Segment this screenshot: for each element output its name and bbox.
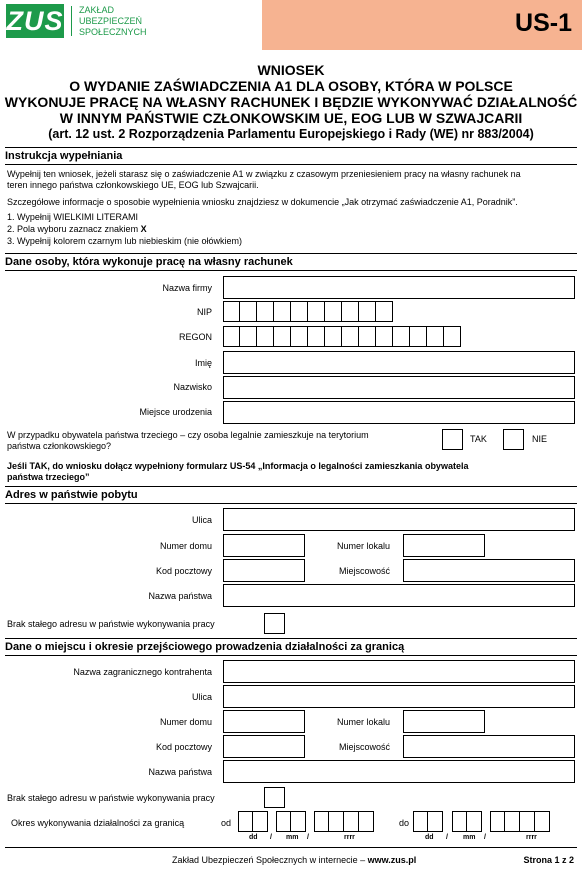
org-line-2: UBEZPIECZEŃ — [79, 16, 143, 26]
birthplace-field[interactable] — [223, 401, 575, 424]
regon-field[interactable] — [223, 326, 461, 347]
last-name-field[interactable] — [223, 376, 575, 399]
last-name-label: Nazwisko — [173, 382, 212, 392]
yes-label: TAK — [470, 434, 487, 444]
from-dd-hint: dd — [249, 834, 258, 841]
section-divider — [5, 638, 577, 639]
third-country-no-checkbox[interactable] — [503, 429, 524, 450]
activity-city-field[interactable] — [403, 735, 575, 758]
person-section-heading: Dane osoby, która wykonuje pracę na własny rachunek — [5, 256, 293, 268]
instructions-para1-line1: Wypełnij ten wniosek, jeżeli starasz się o zaświadczenie A1 w związku z czasowym przeniesieniem pracy na własny rachunek na — [7, 169, 521, 179]
period-to-year[interactable] — [490, 811, 550, 832]
activity-country-field[interactable] — [223, 760, 575, 783]
activity-flat-no-label: Numer lokalu — [336, 717, 390, 727]
first-name-field[interactable] — [223, 351, 575, 374]
address-country-label: Nazwa państwa — [148, 591, 212, 601]
title-line-5: (art. 12 ust. 2 Rozporządzenia Parlamentu Europejskiego i Rady (WE) nr 883/2004) — [48, 127, 534, 141]
activity-street-field[interactable] — [223, 685, 575, 708]
title-line-1: WNIOSEK — [257, 62, 325, 78]
address-country-field[interactable] — [223, 584, 575, 607]
period-from-month[interactable] — [276, 811, 306, 832]
instruction-item-2: 2. Pola wyboru zaznacz znakiem X — [7, 224, 147, 234]
section-divider — [5, 253, 577, 254]
nip-label: NIP — [196, 307, 212, 317]
address-city-field[interactable] — [403, 559, 575, 582]
form-code-band — [262, 0, 582, 50]
contractor-name-field[interactable] — [223, 660, 575, 683]
us54-note-line2: państwa trzeciego” — [7, 472, 90, 482]
address-postcode-label: Kod pocztowy — [155, 566, 212, 576]
activity-house-no-field[interactable] — [223, 710, 305, 733]
section-divider — [5, 147, 577, 148]
instructions-para2: Szczegółowe informacje o sposobie wypełnienia wniosku znajdziesz w dokumencie „Jak otrzymać zaświadczenie A1, Poradnik”. — [7, 197, 518, 207]
activity-city-label: Miejscowość — [338, 742, 390, 752]
activity-house-no-label: Numer domu — [159, 717, 212, 727]
address-flat-no-label: Numer lokalu — [336, 541, 390, 551]
title-line-3: WYKONUJE PRACĘ NA WŁASNY RACHUNEK I BĘDZIE WYKONYWAĆ DZIAŁALNOŚĆ — [4, 94, 578, 110]
address-street-label: Ulica — [191, 515, 212, 525]
address-house-no-field[interactable] — [223, 534, 305, 557]
org-line-1: ZAKŁAD — [79, 5, 115, 15]
instruction-item-1: 1. Wypełnij WIELKIMI LITERAMI — [7, 212, 138, 222]
instructions-para1-line2: teren innego państwa członkowskiego UE, EOG lub Szwajcarii. — [7, 180, 259, 190]
address-street-field[interactable] — [223, 508, 575, 531]
page-number: Strona 1 z 2 — [523, 855, 574, 865]
third-country-question-line2: państwa członkowskiego? — [7, 441, 112, 451]
address-section-heading: Adres w państwie pobytu — [5, 489, 138, 501]
to-slash-2: / — [484, 834, 486, 841]
section-divider — [5, 486, 577, 487]
logo-divider — [71, 6, 72, 36]
address-city-label: Miejscowość — [338, 566, 390, 576]
company-name-field[interactable] — [223, 276, 575, 299]
no-label: NIE — [532, 434, 548, 444]
period-to-month[interactable] — [452, 811, 482, 832]
title-line-4: W INNYM PAŃSTWIE CZŁONKOWSKIM UE, EOG LUB W SZWAJCARII — [59, 110, 523, 126]
to-yyyy-hint: rrrr — [526, 834, 537, 841]
title-line-2: O WYDANIE ZAŚWIADCZENIA A1 DLA OSOBY, KTÓRA W POLSCE — [69, 78, 513, 94]
address-no-fixed-checkbox[interactable] — [264, 613, 285, 634]
to-dd-hint: dd — [425, 834, 434, 841]
from-slash-1: / — [270, 834, 272, 841]
from-yyyy-hint: rrrr — [344, 834, 355, 841]
section-divider — [5, 503, 577, 504]
birthplace-label: Miejsce urodzenia — [139, 407, 212, 417]
to-mm-hint: mm — [463, 834, 476, 841]
activity-no-fixed-checkbox[interactable] — [264, 787, 285, 808]
activity-postcode-label: Kod pocztowy — [155, 742, 212, 752]
address-no-fixed-label: Brak stałego adresu w państwie wykonywania pracy — [7, 619, 215, 629]
nip-field[interactable] — [223, 301, 393, 322]
company-name-label: Nazwa firmy — [162, 283, 212, 293]
activity-postcode-field[interactable] — [223, 735, 305, 758]
footer-text: Zakład Ubezpieczeń Społecznych w internecie – www.zus.pl — [172, 855, 417, 865]
first-name-label: Imię — [194, 358, 212, 368]
period-label: Okres wykonywania działalności za granicą — [11, 818, 185, 828]
activity-flat-no-field[interactable] — [403, 710, 485, 733]
form-title — [0, 62, 582, 142]
contractor-name-label: Nazwa zagranicznego kontrahenta — [73, 667, 212, 677]
footer-url[interactable]: www.zus.pl — [367, 855, 417, 865]
period-to-label: do — [399, 818, 410, 828]
to-slash-1: / — [446, 834, 448, 841]
period-to-day[interactable] — [413, 811, 443, 832]
from-mm-hint: mm — [286, 834, 299, 841]
organization-name — [79, 5, 147, 38]
us54-note-line1: Jeśli TAK, do wniosku dołącz wypełniony formularz US-54 „Informacja o legalności zamieszkania obywatela — [7, 461, 469, 471]
period-from-day[interactable] — [238, 811, 268, 832]
section-divider — [5, 270, 577, 271]
instructions-heading: Instrukcja wypełniania — [5, 150, 123, 162]
activity-section-heading: Dane o miejscu i okresie przejściowego prowadzenia działalności za granicą — [5, 641, 405, 653]
x-mark: X — [140, 224, 147, 234]
regon-label: REGON — [178, 332, 212, 342]
third-country-yes-checkbox[interactable] — [442, 429, 463, 450]
form-code: US-1 — [515, 9, 572, 37]
activity-street-label: Ulica — [191, 692, 212, 702]
period-from-year[interactable] — [314, 811, 374, 832]
address-postcode-field[interactable] — [223, 559, 305, 582]
address-house-no-label: Numer domu — [159, 541, 212, 551]
activity-country-label: Nazwa państwa — [148, 767, 212, 777]
from-slash-2: / — [307, 834, 309, 841]
zus-logo: ZUS — [6, 6, 64, 36]
period-from-label: od — [221, 818, 232, 828]
org-line-3: SPOŁECZNYCH — [79, 27, 147, 37]
third-country-question-line1: W przypadku obywatela państwa trzeciego – czy osoba legalnie zamieszkuje na terytorium — [7, 430, 369, 440]
activity-no-fixed-label: Brak stałego adresu w państwie wykonywania pracy — [7, 793, 215, 803]
section-divider — [5, 164, 577, 165]
instruction-item-3: 3. Wypełnij kolorem czarnym lub niebieskim (nie ołówkiem) — [7, 236, 242, 246]
footer-divider — [5, 847, 577, 848]
address-flat-no-field[interactable] — [403, 534, 485, 557]
section-divider — [5, 655, 577, 656]
